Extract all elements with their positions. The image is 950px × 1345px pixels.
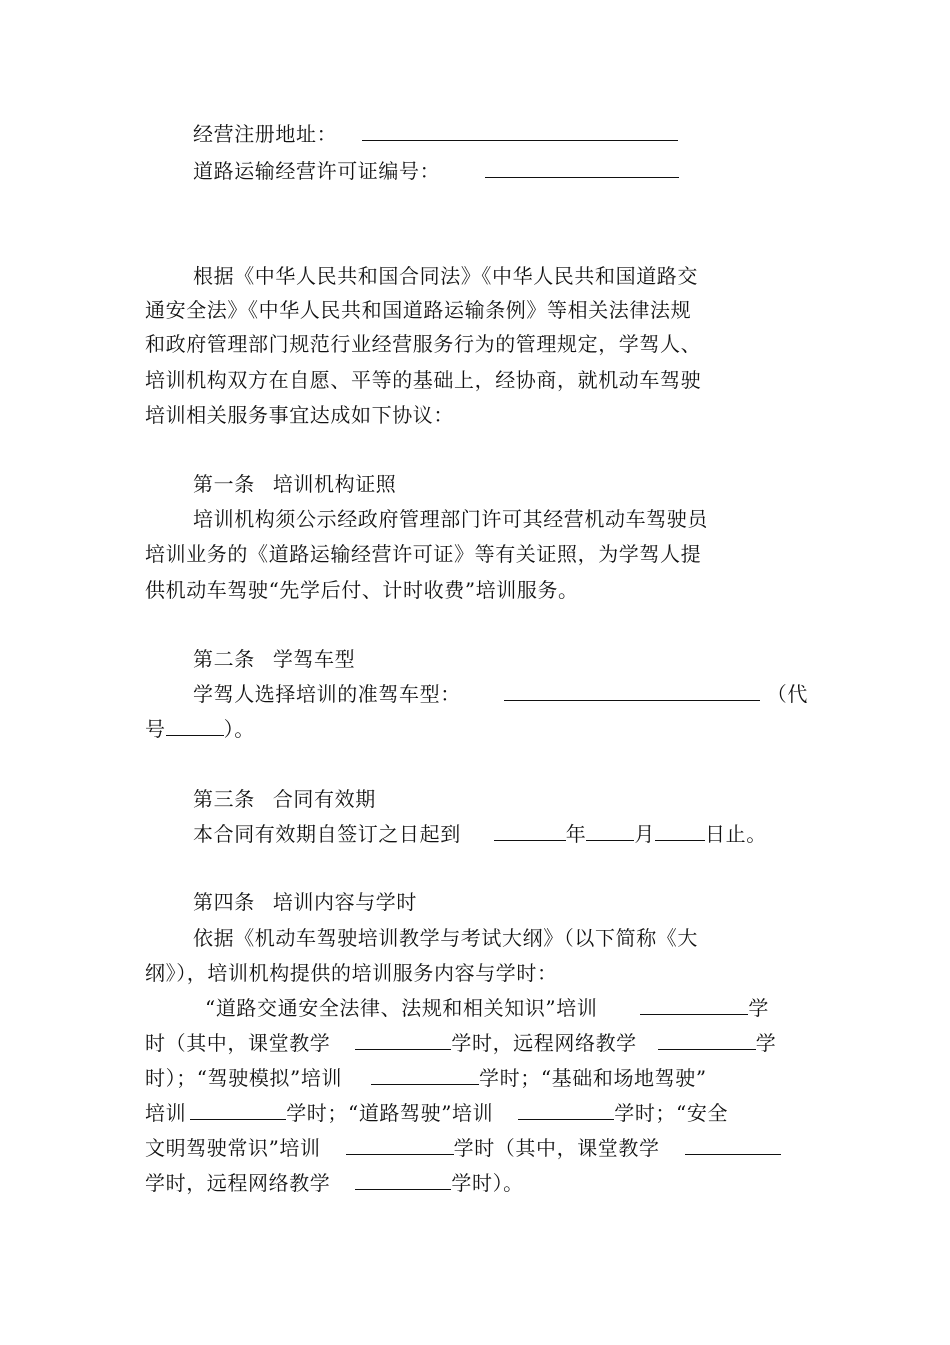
article2-heading	[193, 645, 873, 673]
article1-number: 第一条	[193, 472, 255, 496]
road-driving-label: 学时；“道路驾驶”培训	[286, 1101, 494, 1125]
safety-hours-blank[interactable]	[346, 1136, 454, 1155]
article2-number: 第二条	[193, 647, 255, 671]
training-label: 培训	[145, 1101, 187, 1125]
article4-title: 培训内容与学时	[272, 890, 418, 914]
article4-heading	[193, 888, 873, 916]
remote-label: 学时，远程网络教学	[145, 1171, 331, 1195]
preamble-line: 培训相关服务事宜达成如下协议：	[145, 403, 454, 427]
year-label: 年	[565, 822, 587, 846]
preamble-line: 和政府管理部门规范行业经营服务行为的管理规定，学驾人、	[145, 332, 702, 356]
safety-training-label: 文明驾驶常识”培训	[145, 1136, 321, 1160]
vehicle-code-blank[interactable]	[166, 717, 224, 736]
article3-title: 合同有效期	[272, 787, 376, 811]
license-no-label: 道路运输经营许可证编号：	[193, 159, 441, 183]
month-blank[interactable]	[586, 822, 634, 841]
article2-title: 学驾车型	[272, 647, 356, 671]
remote-hours-blank[interactable]	[658, 1031, 756, 1050]
day-blank[interactable]	[655, 822, 705, 841]
month-label: 月	[634, 822, 655, 846]
article4-line	[205, 994, 885, 1022]
day-label: 日止。	[705, 822, 767, 846]
classroom-label: 时（其中，课堂教学	[145, 1031, 331, 1055]
code-open-text: （代	[766, 682, 808, 706]
hours-close-text: 学时）。	[451, 1171, 524, 1195]
article1-line: 培训机构须公示经政府管理部门许可其经营机动车驾驶员	[193, 507, 708, 531]
road-hours-blank[interactable]	[518, 1101, 614, 1120]
article3-line	[193, 820, 873, 848]
article4-line	[145, 1134, 825, 1162]
article3-number: 第三条	[193, 787, 255, 811]
article2-line	[193, 680, 873, 708]
article4-line: 依据《机动车驾驶培训教学与考试大纲》（以下简称《大	[193, 926, 698, 950]
vehicle-type-label: 学驾人选择培训的准驾车型：	[193, 682, 461, 706]
license-no-line	[193, 157, 873, 185]
article4-line: 纲》），培训机构提供的培训服务内容与学时：	[145, 961, 558, 985]
reg-address-label: 经营注册地址：	[193, 122, 338, 146]
reg-address-line	[193, 120, 873, 148]
classroom-hours-blank[interactable]	[355, 1031, 451, 1050]
article1-line: 供机动车驾驶“先学后付、计时收费”培训服务。	[145, 578, 579, 602]
validity-text: 本合同有效期自签订之日起到	[193, 822, 461, 846]
article1-line: 培训业务的《道路运输经营许可证》等有关证照，为学驾人提	[145, 542, 702, 566]
year-blank[interactable]	[494, 822, 566, 841]
vehicle-type-blank[interactable]	[504, 682, 760, 701]
article4-line	[145, 1029, 825, 1057]
law-hours-blank[interactable]	[640, 996, 748, 1015]
classroom-label: 学时（其中，课堂教学	[453, 1136, 660, 1160]
preamble-line: 根据《中华人民共和国合同法》《中华人民共和国道路交	[193, 264, 698, 288]
preamble-line: 培训机构双方在自愿、平等的基础上，经协商，就机动车驾驶	[145, 368, 702, 392]
code-label: 号	[145, 717, 166, 741]
license-no-blank[interactable]	[485, 159, 679, 178]
hours-unit: 学	[755, 1031, 777, 1055]
reg-address-blank[interactable]	[362, 122, 678, 141]
law-training-label: “道路交通安全法律、法规和相关知识”培训	[205, 996, 598, 1020]
article4-line	[145, 1099, 825, 1127]
simulation-label: 时）；“驾驶模拟”培训	[145, 1066, 343, 1090]
article4-line	[145, 1169, 825, 1197]
hours-unit: 学	[748, 996, 770, 1020]
article3-heading	[193, 785, 873, 813]
code-close-text: ）。	[223, 717, 255, 741]
safety-classroom-hours-blank[interactable]	[685, 1136, 781, 1155]
basic-driving-label: 学时；“基础和场地驾驶”	[479, 1066, 707, 1090]
safety-label: 学时；“安全	[614, 1101, 729, 1125]
safety-remote-hours-blank[interactable]	[355, 1171, 451, 1190]
article1-heading	[193, 470, 873, 498]
article4-number: 第四条	[193, 890, 255, 914]
basic-hours-blank[interactable]	[190, 1101, 286, 1120]
article1-title: 培训机构证照	[272, 472, 397, 496]
article2-line	[145, 715, 825, 743]
article4-line	[145, 1064, 825, 1092]
remote-label: 学时，远程网络教学	[451, 1031, 637, 1055]
preamble-line: 通安全法》《中华人民共和国道路运输条例》等相关法律法规	[145, 298, 692, 322]
simulation-hours-blank[interactable]	[371, 1066, 479, 1085]
